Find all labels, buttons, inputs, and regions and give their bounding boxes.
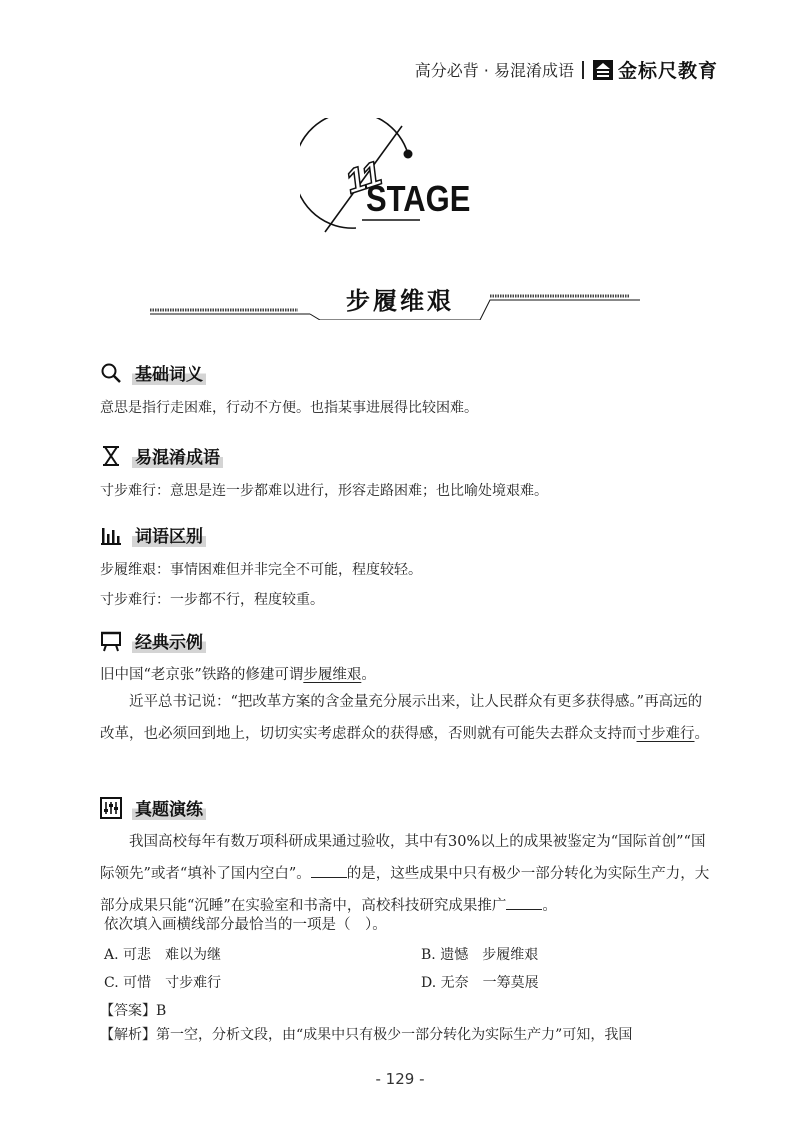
magnifier-icon: [100, 362, 122, 384]
example-2-idiom: 寸步难行: [636, 726, 695, 742]
answer-blank-1: [311, 863, 347, 878]
section-difference-label: 词语区别: [132, 522, 206, 547]
brand-logo: [592, 56, 718, 83]
answer-line: [100, 1000, 710, 1022]
analysis-line: [100, 1024, 710, 1046]
option-a: A. 可悲 难以为继: [104, 947, 222, 963]
header-divider: [582, 61, 584, 79]
section-difference-header: [100, 522, 206, 547]
stage-label: STAGE: [366, 178, 471, 219]
difference-block: [100, 555, 710, 615]
difference-line-1: 步履维艰：事情困难但并非完全不可能，程度较轻。: [100, 562, 422, 578]
question-part-3: 。: [542, 898, 557, 914]
section-meaning-label: 基础词义: [132, 360, 206, 385]
question-part-2: 的是，这些成果中只有极少一部分转化为实际生产力，大部分成果只能“沉睡”在实验室和书斋中，高校科技研究成果推广: [100, 866, 710, 914]
presentation-board-icon: [100, 630, 122, 652]
equalizer-icon: [100, 797, 122, 819]
example-2-end: 。: [694, 726, 709, 742]
example-1-end: 。: [361, 667, 376, 683]
option-b: B. 遗憾 步履维艰: [421, 947, 539, 963]
section-confusable-header: [100, 443, 223, 468]
example-2: [100, 686, 710, 750]
example-1-idiom: 步履维艰: [303, 667, 362, 683]
example-2-text: 近平总书记说：“把改革方案的含金量充分展示出来，让人民群众有更多获得感。”再高远的改革，也必须回到地上，切切实实考虑群众的获得感，否则就有可能失去群众支持而: [100, 694, 703, 742]
hourglass-icon: [100, 445, 122, 467]
idiom-title: 步履维艰: [346, 286, 454, 315]
option-c: C. 可惜 寸步难行: [104, 975, 222, 991]
exercise-instruction: 依次填入画横线部分最恰当的一项是（ ）。: [104, 917, 387, 933]
section-confusable-label: 易混淆成语: [132, 443, 223, 468]
analysis-label: 【解析】: [100, 1027, 156, 1043]
answer-value: B: [156, 1003, 167, 1019]
answer-label: 【答案】: [100, 1003, 156, 1019]
brand-name: 金标尺教育: [617, 60, 718, 82]
section-meaning-header: [100, 360, 206, 385]
brand-emblem-icon: [592, 59, 614, 81]
answer-blank-2: [506, 895, 542, 910]
page-header: [415, 56, 718, 83]
confusable-text: 寸步难行：意思是连一步都难以进行，形容走路困难；也比喻处境艰难。: [100, 483, 548, 499]
analysis-text: 第一空，分析文段，由“成果中只有极少一部分转化为实际生产力”可知，我国: [156, 1027, 633, 1043]
section-exercise-header: [100, 795, 206, 820]
section-examples-header: [100, 628, 206, 653]
difference-line-2: 寸步难行：一步都不行，程度较重。: [100, 592, 324, 608]
question-part-1: 我国高校每年有数万项科研成果通过验收，其中有30%以上的成果被鉴定为“国际首创”“国际领先”或者“填补了国内空白”。: [100, 834, 706, 882]
header-title: 高分必背 · 易混淆成语: [414, 61, 574, 80]
stage-number: 11: [341, 154, 387, 202]
section-examples-label: 经典示例: [132, 628, 206, 653]
exercise-question: [100, 826, 710, 922]
example-1-text: 旧中国“老京张”铁路的修建可谓: [100, 667, 304, 683]
bar-chart-icon: [100, 524, 122, 546]
option-d: D. 无奈 一筹莫展: [421, 975, 539, 991]
page-number: - 129 -: [375, 1070, 425, 1088]
section-exercise-label: 真题演练: [132, 795, 206, 820]
meaning-text: 意思是指行走困难，行动不方便。也指某事进展得比较困难。: [100, 400, 478, 416]
